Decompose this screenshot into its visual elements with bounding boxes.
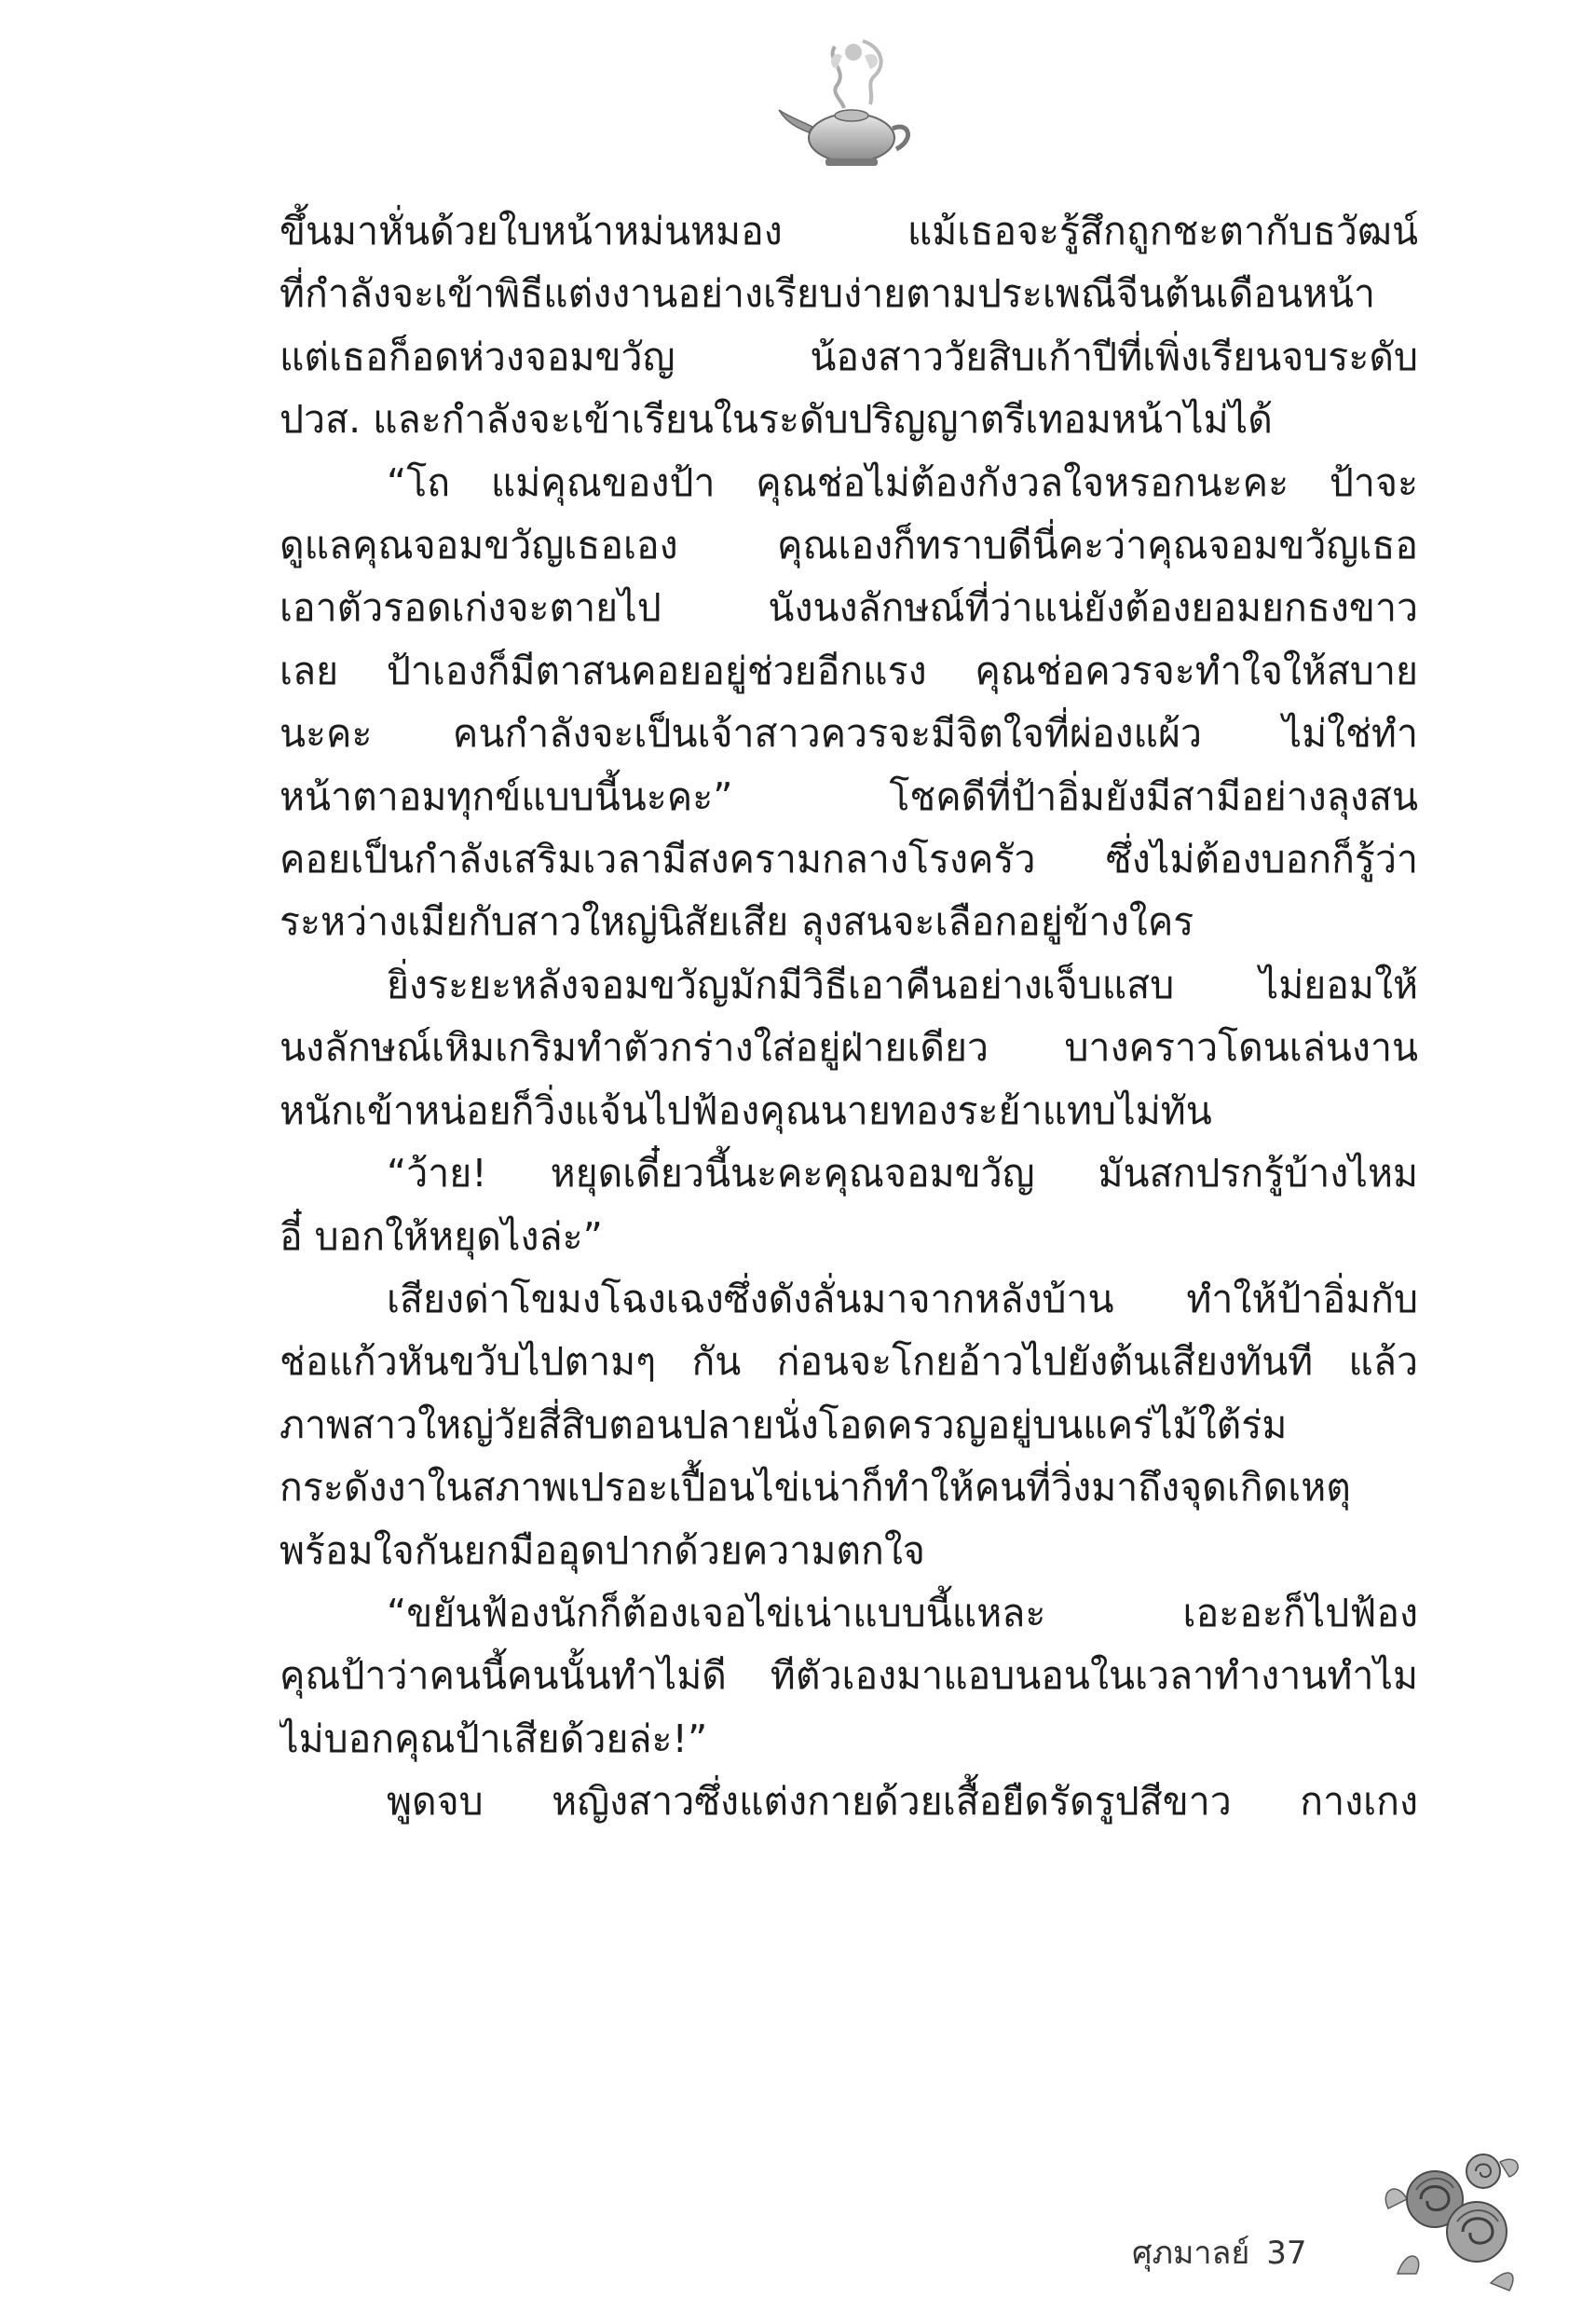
page-footer	[1132, 2227, 1307, 2277]
text-line: หน้าตาอมทุกข์แบบนี้นะคะ” โชคดีที่ป้าอิ่มยังมีสามีอย่างลุงสน	[280, 773, 1418, 819]
text-line: แต่เธอก็อดห่วงจอมขวัญ น้องสาววัยสิบเก้าปีที่เพิ่งเรียนจบระดับ	[280, 334, 1418, 379]
text-line: อี๋ บอกให้หยุดไงล่ะ”	[280, 1213, 603, 1259]
text-line: พูดจบ หญิงสาวซึ่งแต่งกายด้วยเสื้อยืดรัดรูปสีขาว กางเกง	[387, 1779, 1418, 1825]
text-line: ปวส. และกำลังจะเข้าเรียนในระดับปริญญาตรีเทอมหน้าไม่ได้	[280, 397, 1273, 443]
text-line: ขึ้นมาหั่นด้วยใบหน้าหม่นหมอง แม้เธอจะรู้สึกถูกชะตากับธวัฒน์	[280, 209, 1418, 253]
text-line: “ว้าย! หยุดเดี๋ยวนี้นะคะคุณจอมขวัญ มันสกปรกรู้บ้างไหม	[387, 1151, 1418, 1197]
text-line: ไม่บอกคุณป้าเสียด้วยล่ะ!”	[280, 1716, 708, 1761]
text-line: ระหว่างเมียกับสาวใหญ่นิสัยเสีย ลุงสนจะเลือกอยู่ข้างใคร	[280, 899, 1194, 945]
text-line: เสียงด่าโขมงโฉงเฉงซึ่งดังลั่นมาจากหลังบ้าน ทำให้ป้าอิ่มกับ	[387, 1276, 1418, 1321]
text-line: ดูแลคุณจอมขวัญเธอเอง คุณเองก็ทราบดีนี่คะว่าคุณจอมขวัญเธอ	[280, 523, 1418, 568]
text-line: ที่กำลังจะเข้าพิธีแต่งงานอย่างเรียบง่ายตามประเพณีจีนต้นเดือนหน้า	[280, 271, 1376, 317]
book-title: ศุภมาลย์	[1132, 2235, 1250, 2272]
text-line: คุณป้าว่าคนนี้คนนั้นทำไม่ดี ทีตัวเองมาแอบนอนในเวลาทำงานทำไม	[280, 1653, 1418, 1699]
text-line: ยิ่งระยะหลังจอมขวัญมักมีวิธีเอาคืนอย่างเจ็บแสบ ไม่ยอมให้	[387, 962, 1418, 1007]
body-text	[280, 200, 1418, 1834]
text-line: “โถ แม่คุณของป้า คุณช่อไม่ต้องกังวลใจหรอกนะคะ ป้าจะ	[387, 459, 1418, 505]
text-line: “ขยันฟ้องนักก็ต้องเจอไข่เน่าแบบนี้แหละ เอะอะก็ไปฟ้อง	[387, 1590, 1418, 1635]
text-line: นะคะ คนกำลังจะเป็นเจ้าสาวควรจะมีจิตใจที่ผ่องแผ้ว ไม่ใช่ทำ	[280, 711, 1418, 757]
roses-icon	[1379, 2134, 1528, 2292]
text-line: พร้อมใจกันยกมืออุดปากด้วยความตกใจ	[280, 1527, 925, 1573]
text-line: หนักเข้าหน่อยก็วิ่งแจ้นไปฟ้องคุณนายทองระย้าแทบไม่ทัน	[280, 1087, 1212, 1133]
text-line: คอยเป็นกำลังเสริมเวลามีสงครามกลางโรงครัว ซึ่งไม่ต้องบอกก็รู้ว่า	[280, 837, 1418, 882]
text-line: กระดังงาในสภาพเปรอะเปื้อนไข่เน่าก็ทำให้คนที่วิ่งมาถึงจุดเกิดเหตุ	[280, 1465, 1351, 1511]
page-number: 37	[1266, 2235, 1307, 2272]
text-line: เลย ป้าเองก็มีตาสนคอยอยู่ช่วยอีกแรง คุณช่อควรจะทำใจให้สบาย	[280, 648, 1418, 693]
text-line: ช่อแก้วหันขวับไปตามๆ กัน ก่อนจะโกยอ้าวไปยังต้นเสียงทันที แล้ว	[280, 1339, 1418, 1385]
text-line: เอาตัวรอดเก่งจะตายไป นังนงลักษณ์ที่ว่าแน่ยังต้องยอมยกธงขาว	[280, 585, 1418, 631]
text-line: นงลักษณ์เหิมเกริมทำตัวกร่างใส่อยู่ฝ่ายเดียว บางคราวโดนเล่นงาน	[280, 1025, 1418, 1071]
text-line: ภาพสาวใหญ่วัยสี่สิบตอนปลายนั่งโอดครวญอยู่บนแคร่ไม้ใต้ร่ม	[280, 1402, 1288, 1447]
teapot-fairy-icon	[770, 28, 928, 186]
